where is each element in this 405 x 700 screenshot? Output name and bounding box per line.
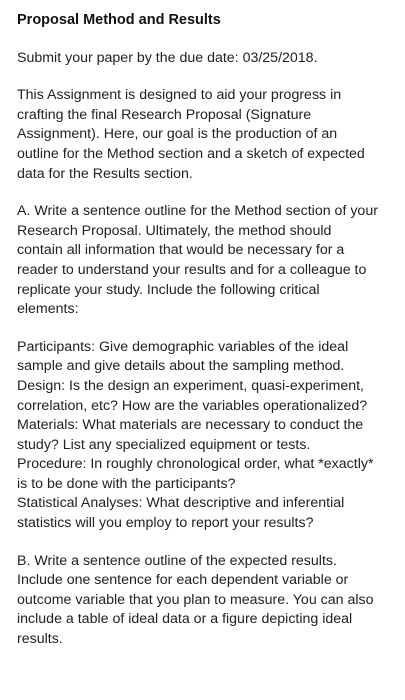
part-b-paragraph: B. Write a sentence outline of the expected results. Include one sentence for each dependent variable or outcome variable that you plan to measure. You can also include a table of ideal data or a figure depicting ideal results.	[17, 552, 374, 648]
element-statistical-analyses: Statistical Analyses: What descriptive and inferential statistics will you employ to report your results?	[17, 495, 345, 532]
element-design: Design: Is the design an experiment, quasi-experiment, correlation, etc? How are the variables operationalized?	[17, 377, 368, 414]
element-materials: Materials: What materials are necessary to conduct the study? List any specialized equipment or tests.	[17, 417, 364, 453]
due-date-text: Submit your paper by the due date: 03/25/2018.	[17, 49, 318, 66]
document-title: Proposal Method and Results	[17, 12, 221, 28]
element-procedure: Procedure: In roughly chronological order, what *exactly* is to be done with the participants?	[17, 456, 374, 492]
part-a-paragraph: A. Write a sentence outline for the Method section of your Research Proposal. Ultimately, the method should contain all information that would be necessary for a reader to understand your results and for a colleague to replicate your study. Include the following critical elements:	[17, 203, 378, 318]
element-participants: Participants: Give demographic variables of the ideal sample and give details about the sampling method.	[17, 338, 349, 375]
intro-paragraph: This Assignment is designed to aid your progress in crafting the final Research Proposal (Signature Assignment). Here, our goal is the production of an outline for the Method section and a sketch of expected data for the Results section.	[17, 87, 365, 182]
critical-elements-list	[17, 338, 379, 534]
